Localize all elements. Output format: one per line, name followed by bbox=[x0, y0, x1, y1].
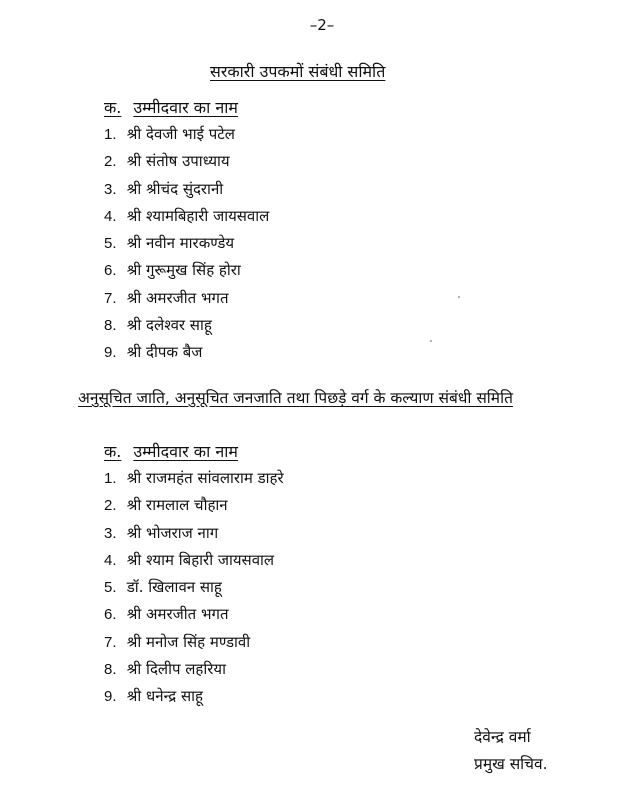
list-item bbox=[104, 574, 284, 601]
member-name: श्री अमरजीत भगत bbox=[126, 288, 229, 307]
list-item bbox=[104, 547, 284, 574]
item-number: 4. bbox=[104, 551, 117, 569]
section-2-list-header bbox=[104, 440, 238, 462]
list-item bbox=[104, 121, 269, 148]
list-item bbox=[104, 629, 284, 656]
item-number: 8. bbox=[104, 317, 117, 335]
member-name: श्री दलेश्वर साहू bbox=[126, 316, 212, 335]
member-name: श्री देवजी भाई पटेल bbox=[126, 125, 235, 143]
member-name: श्री श्याम बिहारी जायसवाल bbox=[126, 550, 275, 569]
scan-speck bbox=[430, 340, 432, 342]
item-number: 2. bbox=[104, 153, 117, 171]
list-item bbox=[104, 492, 284, 519]
member-name: श्री नवीन मारकण्डेय bbox=[126, 234, 235, 253]
item-number: 8. bbox=[104, 661, 117, 679]
member-name: श्री भोजराज नाग bbox=[126, 523, 219, 542]
item-number: 1. bbox=[104, 126, 117, 143]
member-name: श्री श्रीचंद सुंदरानी bbox=[126, 179, 224, 198]
signatory-designation: प्रमुख सचिव. bbox=[474, 755, 548, 773]
item-number: 5. bbox=[104, 579, 117, 597]
member-name: श्री राजमहंत सांवलाराम डाहरे bbox=[126, 469, 284, 487]
member-name: श्री संतोष उपाध्याय bbox=[126, 152, 230, 171]
list-item bbox=[104, 312, 269, 339]
member-name: श्री दिलीप लहरिया bbox=[126, 660, 226, 679]
item-number: 7. bbox=[104, 633, 117, 651]
item-number: 3. bbox=[104, 180, 117, 198]
list-item bbox=[104, 601, 284, 628]
member-name: श्री गुरूमुख सिंह होरा bbox=[126, 261, 241, 280]
item-number: 6. bbox=[104, 262, 117, 280]
scan-speck bbox=[458, 296, 460, 298]
list-item bbox=[104, 230, 269, 257]
member-name: श्री धनेन्द्र साहू bbox=[126, 687, 203, 706]
member-name: डॉ. खिलावन साहू bbox=[126, 578, 222, 597]
candidate-name-header: उम्मीदवार का नाम bbox=[133, 98, 238, 117]
list-item bbox=[104, 257, 269, 284]
member-name: श्री अमरजीत भगत bbox=[126, 605, 229, 624]
list-item bbox=[104, 203, 269, 230]
item-number: 5. bbox=[104, 235, 117, 253]
list-item bbox=[104, 285, 269, 312]
item-number: 7. bbox=[104, 289, 117, 307]
section-1-member-list bbox=[104, 121, 269, 367]
item-number: 3. bbox=[104, 524, 117, 542]
section-2-title: अनुसूचित जाति, अनुसूचित जनजाति तथा पिछड़े वर्ग के कल्याण संबंधी समिति bbox=[78, 389, 513, 407]
member-name: श्री रामलाल चौहान bbox=[126, 496, 228, 515]
signature-block bbox=[474, 724, 548, 778]
list-item bbox=[104, 148, 269, 175]
list-item bbox=[104, 465, 284, 492]
page-number: –2– bbox=[309, 16, 335, 34]
section-2-member-list bbox=[104, 465, 284, 711]
list-item bbox=[104, 339, 269, 366]
list-item bbox=[104, 520, 284, 547]
item-number: 2. bbox=[104, 497, 117, 515]
list-item bbox=[104, 683, 284, 710]
serial-header: क. bbox=[104, 98, 122, 117]
member-name: श्री मनोज सिंह मण्डावी bbox=[126, 632, 251, 651]
member-name: श्री श्यामबिहारी जायसवाल bbox=[126, 206, 270, 225]
item-number: 4. bbox=[104, 207, 117, 225]
member-name: श्री दीपक बैज bbox=[126, 343, 203, 362]
item-number: 6. bbox=[104, 606, 117, 624]
list-item bbox=[104, 176, 269, 203]
item-number: 9. bbox=[104, 344, 117, 362]
section-1-title: सरकारी उपकमों संबंधी समिति bbox=[210, 62, 386, 81]
section-1-list-header bbox=[104, 96, 238, 118]
serial-header: क. bbox=[104, 442, 122, 461]
signatory-name: देवेन्द्र वर्मा bbox=[474, 728, 531, 746]
item-number: 9. bbox=[104, 688, 117, 706]
item-number: 1. bbox=[104, 470, 117, 487]
candidate-name-header: उम्मीदवार का नाम bbox=[133, 442, 238, 461]
list-item bbox=[104, 656, 284, 683]
